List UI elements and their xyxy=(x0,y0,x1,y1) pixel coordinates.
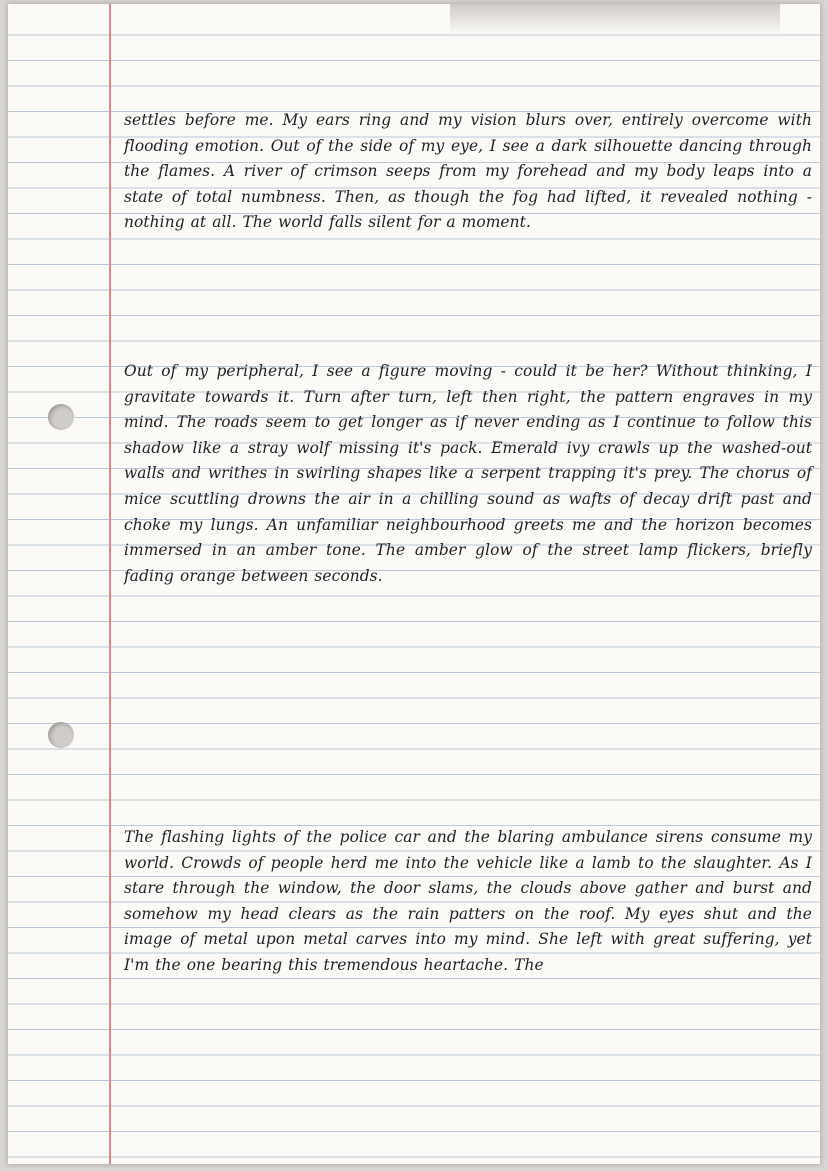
paragraph-1 xyxy=(124,108,812,236)
notebook-page xyxy=(8,4,820,1164)
paragraph-text: settles before me. My ears ring and my vision blurs over, entirely overcome with flooding emotion. Out of the side of my eye, I see a dark silhouette dancing through the flames. A river of crimson seeps from my forehead and my body leaps into a state of total numbness. Then, as though the fog had lifted, it revealed nothing - nothing at all. The world falls silent for a moment. xyxy=(124,111,812,232)
punch-hole xyxy=(48,722,74,748)
paragraph-2 xyxy=(124,359,812,589)
margin-line xyxy=(109,4,111,1164)
page-fold-shadow xyxy=(450,4,780,34)
paragraph-text: The flashing lights of the police car and the blaring ambulance sirens consume my world. Crowds of people herd me into the vehicle like a lamb to the slaughter. As I stare through the window, the door slams, the clouds above gather and burst and somehow my head clears as the rain patters on the roof. My eyes shut and the image of metal upon metal carves into my mind. She left with great suffering, yet I'm the one bearing this tremendous heartache. The xyxy=(124,828,812,974)
punch-hole xyxy=(48,404,74,430)
paragraph-text: Out of my peripheral, I see a figure moving - could it be her? Without thinking, I gravitate towards it. Turn after turn, left then right, the pattern engraves in my mind. The roads seem to get longer as if never ending as I continue to follow this shadow like a stray wolf missing it's pack. Emerald ivy crawls up the washed-out walls and writhes in swirling shapes like a serpent trapping it's prey. The chorus of mice scuttling drowns the air in a chilling sound as wafts of decay drift past and choke my lungs. An unfamiliar neighbourhood greets me and the horizon becomes immersed in an amber tone. The amber glow of the street lamp flickers, briefly fading orange between seconds. xyxy=(124,362,812,585)
paragraph-3 xyxy=(124,825,812,979)
